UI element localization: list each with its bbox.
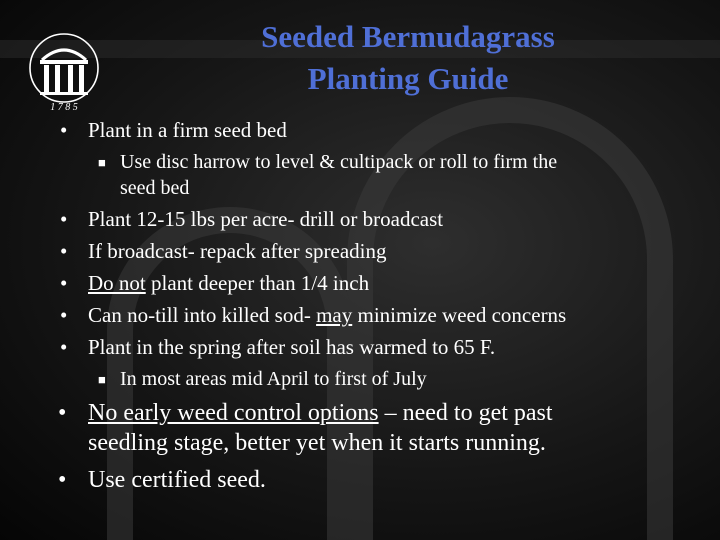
sub-bullet-item: In most areas mid April to first of July — [120, 368, 427, 390]
underlined-text: Do not — [88, 271, 146, 295]
bullet-item: Plant in the spring after soil has warmed to 65 F. — [88, 335, 496, 359]
sub-bullet-icon: ■ — [98, 372, 106, 387]
logo-year: 1 7 8 5 — [50, 102, 78, 112]
title-line-1: Seeded Bermudagrass — [261, 19, 555, 54]
bullet-item: Use certified seed. — [88, 467, 266, 493]
underlined-text: No early weed control options — [88, 400, 379, 426]
bullet-item: Plant 12-15 lbs per acre- drill or broadcast — [88, 207, 444, 231]
bullet-item: If broadcast- repack after spreading — [88, 239, 387, 263]
sub-bullet-icon: ■ — [98, 155, 106, 170]
bullet-icon: • — [60, 239, 68, 263]
bullet-icon: • — [60, 335, 68, 359]
sub-bullet-item-continued: seed bed — [120, 177, 190, 199]
bullet-icon: • — [60, 303, 68, 327]
bullet-item: Plant in a firm seed bed — [88, 118, 287, 142]
bullet-icon: • — [58, 467, 67, 493]
bullet-item: No early weed control options – need to get past — [88, 400, 553, 426]
bullet-icon: • — [60, 271, 68, 295]
bullet-item: Do not plant deeper than 1/4 inch — [88, 271, 370, 295]
bullet-item: Can no-till into killed sod- may minimize weed concerns — [88, 303, 567, 327]
sub-bullet-item: Use disc harrow to level & cultipack or roll to firm the — [120, 151, 558, 173]
bullet-icon: • — [60, 207, 68, 231]
underlined-text: may — [316, 303, 353, 327]
bullet-icon: • — [60, 118, 68, 142]
bullet-item-continued: seedling stage, better yet when it starts running. — [88, 430, 546, 456]
title-line-2: Planting Guide — [307, 61, 509, 96]
bullet-icon: • — [58, 400, 67, 426]
